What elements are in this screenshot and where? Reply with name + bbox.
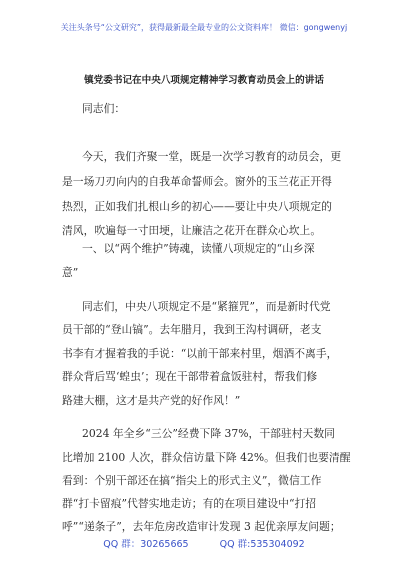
- body-line: 清风，吹遍每一寸田埂，让廉洁之花开在群众心坎上。: [62, 224, 322, 237]
- page-footer: [0, 536, 408, 550]
- page-header-banner: 关注头条号“公文研究”，获得最新最全最专业的公文资料库！ 微信：gongwenyj: [60, 23, 348, 32]
- footer-qq-group-2: QQ 群:535304092: [219, 539, 305, 550]
- body-line: 看到：个别干部还在搞“指尖上的形式主义”，微信工作: [62, 474, 322, 487]
- body-line: 同志们，中央八项规定不是“紧箍咒”，而是新时代党: [82, 300, 331, 313]
- salutation: 同志们：: [82, 102, 126, 115]
- body-line: 呼”“递条子”，去年危房改造审计发现 3 起优亲厚友问题；: [62, 520, 341, 533]
- body-line: 热烈，正如我们扎根山乡的初心——要让中央八项规定的: [62, 200, 332, 213]
- footer-qq-group-1: QQ 群：30265665: [103, 539, 189, 550]
- body-line: 是一场刀刃向内的自我革命誓师会。窗外的玉兰花正开得: [62, 175, 332, 188]
- body-line: 群“打卡留痕”代替实地走访；有的在项目建设中“打招: [62, 497, 317, 510]
- body-line: 比增加 2100 人次，群众信访量下降 42%。但我们也要清醒: [62, 451, 351, 464]
- body-line: 路建大棚，这才是共产党的好作风！”: [62, 394, 241, 407]
- body-line: 群众背后骂‘蝗虫’；现在干部带着盒饭驻村，帮我们修: [62, 370, 318, 383]
- section-heading: 一、以“两个维护”铸魂，读懂八项规定的“山乡深: [82, 242, 315, 255]
- body-line: 书李有才握着我的手说：“以前干部来村里，烟酒不离手，: [62, 347, 338, 360]
- body-line: 2024 年全乡“三公”经费下降 37%，干部驻村天数同: [82, 427, 335, 440]
- document-title: 镇党委书记在中央八项规定精神学习教育动员会上的讲话: [84, 75, 324, 86]
- body-line: 今天，我们齐聚一堂，既是一次学习教育的动员会，更: [82, 150, 342, 163]
- body-line: 员干部的“登山镐”。去年腊月，我到王沟村调研，老支: [62, 323, 322, 336]
- section-heading-continued: 意”: [62, 266, 79, 279]
